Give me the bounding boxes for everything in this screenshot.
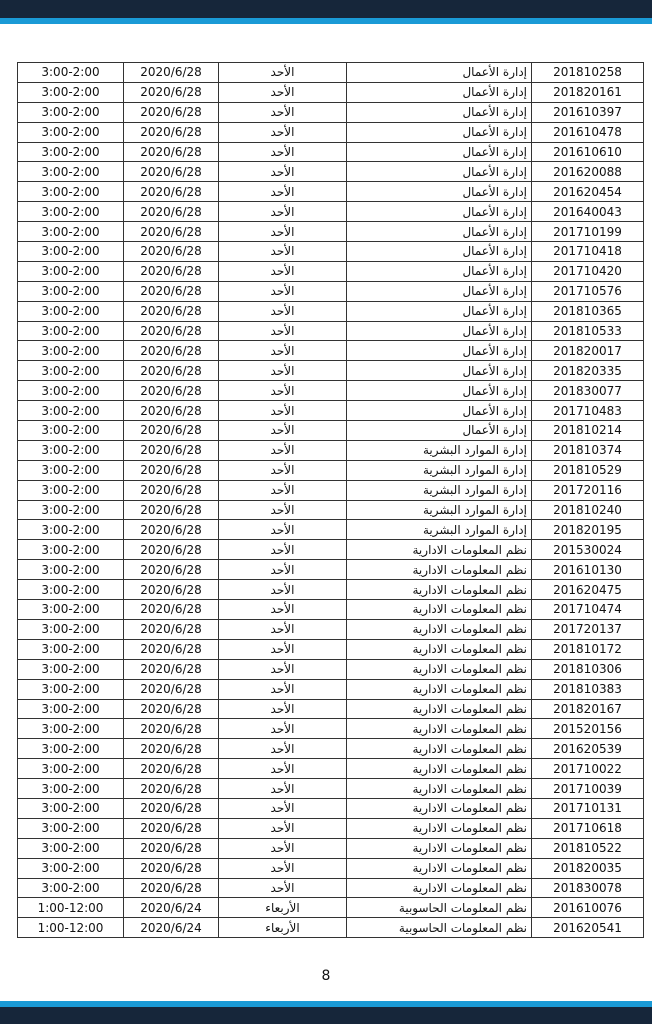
exam-day-cell: الأحد [219, 580, 347, 600]
major-cell: إدارة الأعمال [347, 401, 532, 421]
exam-date-cell: 2020/6/28 [124, 222, 219, 242]
table-row [18, 102, 644, 122]
student-id-cell: 201530024 [532, 540, 644, 560]
exam-date-cell: 2020/6/28 [124, 401, 219, 421]
exam-day-cell: الأحد [219, 560, 347, 580]
table-row [18, 321, 644, 341]
exam-day-cell: الأحد [219, 222, 347, 242]
exam-day-cell: الأحد [219, 619, 347, 639]
exam-day-cell: الأحد [219, 242, 347, 262]
exam-date-cell: 2020/6/28 [124, 63, 219, 83]
student-id-cell: 201820035 [532, 858, 644, 878]
table-row [18, 122, 644, 142]
exam-time-cell: 3:00-2:00 [18, 500, 124, 520]
table-row [18, 301, 644, 321]
header-accent-bar [0, 18, 652, 24]
exam-day-cell: الأربعاء [219, 898, 347, 918]
major-cell: نظم المعلومات الحاسوبية [347, 898, 532, 918]
exam-time-cell: 3:00-2:00 [18, 679, 124, 699]
major-cell: إدارة الأعمال [347, 281, 532, 301]
table-row [18, 600, 644, 620]
major-cell: إدارة الأعمال [347, 182, 532, 202]
exam-time-cell: 3:00-2:00 [18, 818, 124, 838]
student-id-cell: 201810258 [532, 63, 644, 83]
student-id-cell: 201810383 [532, 679, 644, 699]
exam-time-cell: 3:00-2:00 [18, 281, 124, 301]
exam-time-cell: 3:00-2:00 [18, 560, 124, 580]
exam-date-cell: 2020/6/28 [124, 301, 219, 321]
schedule-table-body [18, 63, 644, 938]
table-row [18, 222, 644, 242]
table-row [18, 63, 644, 83]
major-cell: نظم المعلومات الادارية [347, 759, 532, 779]
student-id-cell: 201610130 [532, 560, 644, 580]
student-id-cell: 201810522 [532, 838, 644, 858]
student-id-cell: 201820335 [532, 361, 644, 381]
exam-date-cell: 2020/6/28 [124, 381, 219, 401]
student-id-cell: 201810240 [532, 500, 644, 520]
exam-schedule-table [17, 62, 644, 938]
exam-day-cell: الأحد [219, 202, 347, 222]
exam-day-cell: الأحد [219, 261, 347, 281]
exam-time-cell: 3:00-2:00 [18, 401, 124, 421]
table-row [18, 440, 644, 460]
exam-date-cell: 2020/6/28 [124, 858, 219, 878]
footer-dark-bar [0, 1007, 652, 1024]
exam-date-cell: 2020/6/28 [124, 281, 219, 301]
major-cell: إدارة الموارد البشرية [347, 480, 532, 500]
student-id-cell: 201710039 [532, 779, 644, 799]
exam-day-cell: الأحد [219, 82, 347, 102]
exam-day-cell: الأحد [219, 878, 347, 898]
major-cell: نظم المعلومات الادارية [347, 858, 532, 878]
exam-day-cell: الأحد [219, 540, 347, 560]
exam-time-cell: 3:00-2:00 [18, 858, 124, 878]
major-cell: نظم المعلومات الادارية [347, 679, 532, 699]
exam-time-cell: 3:00-2:00 [18, 719, 124, 739]
exam-date-cell: 2020/6/28 [124, 82, 219, 102]
exam-date-cell: 2020/6/28 [124, 719, 219, 739]
student-id-cell: 201610478 [532, 122, 644, 142]
table-row [18, 261, 644, 281]
exam-time-cell: 3:00-2:00 [18, 82, 124, 102]
major-cell: نظم المعلومات الادارية [347, 838, 532, 858]
exam-date-cell: 2020/6/28 [124, 798, 219, 818]
exam-time-cell: 1:00-12:00 [18, 898, 124, 918]
exam-date-cell: 2020/6/28 [124, 659, 219, 679]
student-id-cell: 201710576 [532, 281, 644, 301]
student-id-cell: 201810374 [532, 440, 644, 460]
exam-day-cell: الأحد [219, 659, 347, 679]
exam-time-cell: 3:00-2:00 [18, 798, 124, 818]
student-id-cell: 201710618 [532, 818, 644, 838]
exam-date-cell: 2020/6/28 [124, 162, 219, 182]
major-cell: إدارة الأعمال [347, 82, 532, 102]
exam-time-cell: 3:00-2:00 [18, 63, 124, 83]
exam-time-cell: 3:00-2:00 [18, 739, 124, 759]
exam-date-cell: 2020/6/28 [124, 261, 219, 281]
major-cell: إدارة الأعمال [347, 102, 532, 122]
exam-day-cell: الأحد [219, 739, 347, 759]
table-row [18, 182, 644, 202]
exam-day-cell: الأحد [219, 182, 347, 202]
exam-time-cell: 3:00-2:00 [18, 619, 124, 639]
exam-time-cell: 3:00-2:00 [18, 381, 124, 401]
exam-time-cell: 3:00-2:00 [18, 779, 124, 799]
student-id-cell: 201610397 [532, 102, 644, 122]
exam-day-cell: الأحد [219, 600, 347, 620]
exam-day-cell: الأحد [219, 63, 347, 83]
major-cell: إدارة الموارد البشرية [347, 460, 532, 480]
exam-time-cell: 3:00-2:00 [18, 460, 124, 480]
exam-time-cell: 3:00-2:00 [18, 162, 124, 182]
table-row [18, 639, 644, 659]
exam-date-cell: 2020/6/28 [124, 679, 219, 699]
exam-date-cell: 2020/6/28 [124, 878, 219, 898]
exam-date-cell: 2020/6/28 [124, 500, 219, 520]
exam-day-cell: الأحد [219, 122, 347, 142]
table-row [18, 142, 644, 162]
table-row [18, 500, 644, 520]
exam-time-cell: 3:00-2:00 [18, 699, 124, 719]
exam-time-cell: 3:00-2:00 [18, 261, 124, 281]
exam-day-cell: الأحد [219, 460, 347, 480]
major-cell: إدارة الأعمال [347, 242, 532, 262]
exam-time-cell: 3:00-2:00 [18, 540, 124, 560]
major-cell: إدارة الأعمال [347, 63, 532, 83]
exam-date-cell: 2020/6/28 [124, 520, 219, 540]
student-id-cell: 201810306 [532, 659, 644, 679]
table-row [18, 460, 644, 480]
exam-date-cell: 2020/6/28 [124, 580, 219, 600]
exam-date-cell: 2020/6/28 [124, 142, 219, 162]
exam-date-cell: 2020/6/28 [124, 341, 219, 361]
major-cell: إدارة الأعمال [347, 361, 532, 381]
table-row [18, 162, 644, 182]
exam-date-cell: 2020/6/28 [124, 460, 219, 480]
exam-time-cell: 3:00-2:00 [18, 341, 124, 361]
exam-day-cell: الأحد [219, 719, 347, 739]
major-cell: نظم المعلومات الادارية [347, 798, 532, 818]
major-cell: نظم المعلومات الادارية [347, 739, 532, 759]
student-id-cell: 201710483 [532, 401, 644, 421]
major-cell: إدارة الأعمال [347, 381, 532, 401]
table-row [18, 659, 644, 679]
table-row [18, 480, 644, 500]
table-row [18, 560, 644, 580]
table-row [18, 719, 644, 739]
major-cell: نظم المعلومات الادارية [347, 619, 532, 639]
major-cell: نظم المعلومات الادارية [347, 878, 532, 898]
exam-day-cell: الأحد [219, 421, 347, 441]
student-id-cell: 201620454 [532, 182, 644, 202]
exam-day-cell: الأحد [219, 699, 347, 719]
header-dark-bar [0, 0, 652, 18]
exam-date-cell: 2020/6/28 [124, 122, 219, 142]
table-row [18, 401, 644, 421]
exam-day-cell: الأحد [219, 759, 347, 779]
student-id-cell: 201710474 [532, 600, 644, 620]
major-cell: إدارة الأعمال [347, 341, 532, 361]
table-row [18, 739, 644, 759]
student-id-cell: 201810533 [532, 321, 644, 341]
exam-date-cell: 2020/6/28 [124, 759, 219, 779]
table-row [18, 520, 644, 540]
table-row [18, 82, 644, 102]
major-cell: نظم المعلومات الادارية [347, 659, 532, 679]
exam-time-cell: 3:00-2:00 [18, 580, 124, 600]
exam-date-cell: 2020/6/24 [124, 898, 219, 918]
table-row [18, 381, 644, 401]
exam-date-cell: 2020/6/28 [124, 739, 219, 759]
major-cell: إدارة الأعمال [347, 162, 532, 182]
exam-date-cell: 2020/6/28 [124, 600, 219, 620]
major-cell: إدارة الموارد البشرية [347, 440, 532, 460]
exam-date-cell: 2020/6/28 [124, 699, 219, 719]
student-id-cell: 201820167 [532, 699, 644, 719]
exam-day-cell: الأحد [219, 401, 347, 421]
exam-date-cell: 2020/6/28 [124, 818, 219, 838]
exam-day-cell: الأحد [219, 818, 347, 838]
table-row [18, 202, 644, 222]
exam-day-cell: الأربعاء [219, 918, 347, 938]
student-id-cell: 201620088 [532, 162, 644, 182]
table-row [18, 898, 644, 918]
exam-date-cell: 2020/6/28 [124, 421, 219, 441]
exam-date-cell: 2020/6/28 [124, 560, 219, 580]
exam-date-cell: 2020/6/24 [124, 918, 219, 938]
table-row [18, 798, 644, 818]
exam-time-cell: 3:00-2:00 [18, 838, 124, 858]
exam-day-cell: الأحد [219, 142, 347, 162]
exam-day-cell: الأحد [219, 162, 347, 182]
exam-day-cell: الأحد [219, 679, 347, 699]
exam-day-cell: الأحد [219, 779, 347, 799]
student-id-cell: 201710418 [532, 242, 644, 262]
major-cell: نظم المعلومات الادارية [347, 719, 532, 739]
student-id-cell: 201810172 [532, 639, 644, 659]
student-id-cell: 201820161 [532, 82, 644, 102]
exam-time-cell: 3:00-2:00 [18, 142, 124, 162]
exam-time-cell: 3:00-2:00 [18, 600, 124, 620]
student-id-cell: 201710199 [532, 222, 644, 242]
table-row [18, 281, 644, 301]
major-cell: نظم المعلومات الادارية [347, 779, 532, 799]
student-id-cell: 201620539 [532, 739, 644, 759]
student-id-cell: 201810365 [532, 301, 644, 321]
student-id-cell: 201710022 [532, 759, 644, 779]
exam-date-cell: 2020/6/28 [124, 440, 219, 460]
major-cell: إدارة الموارد البشرية [347, 520, 532, 540]
table-row [18, 242, 644, 262]
exam-date-cell: 2020/6/28 [124, 619, 219, 639]
table-row [18, 878, 644, 898]
table-row [18, 759, 644, 779]
exam-time-cell: 3:00-2:00 [18, 361, 124, 381]
student-id-cell: 201710131 [532, 798, 644, 818]
major-cell: نظم المعلومات الادارية [347, 639, 532, 659]
exam-date-cell: 2020/6/28 [124, 779, 219, 799]
major-cell: نظم المعلومات الادارية [347, 699, 532, 719]
exam-time-cell: 3:00-2:00 [18, 321, 124, 341]
exam-time-cell: 3:00-2:00 [18, 520, 124, 540]
exam-day-cell: الأحد [219, 480, 347, 500]
student-id-cell: 201810214 [532, 421, 644, 441]
exam-day-cell: الأحد [219, 341, 347, 361]
exam-time-cell: 3:00-2:00 [18, 878, 124, 898]
exam-day-cell: الأحد [219, 102, 347, 122]
exam-time-cell: 1:00-12:00 [18, 918, 124, 938]
exam-date-cell: 2020/6/28 [124, 838, 219, 858]
table-row [18, 619, 644, 639]
exam-day-cell: الأحد [219, 321, 347, 341]
table-row [18, 918, 644, 938]
student-id-cell: 201620475 [532, 580, 644, 600]
major-cell: نظم المعلومات الادارية [347, 600, 532, 620]
student-id-cell: 201830077 [532, 381, 644, 401]
major-cell: إدارة الأعمال [347, 222, 532, 242]
table-row [18, 341, 644, 361]
exam-time-cell: 3:00-2:00 [18, 639, 124, 659]
exam-date-cell: 2020/6/28 [124, 321, 219, 341]
page-number: 8 [321, 968, 331, 984]
exam-time-cell: 3:00-2:00 [18, 480, 124, 500]
exam-date-cell: 2020/6/28 [124, 182, 219, 202]
exam-time-cell: 3:00-2:00 [18, 759, 124, 779]
exam-time-cell: 3:00-2:00 [18, 301, 124, 321]
major-cell: إدارة الأعمال [347, 142, 532, 162]
major-cell: إدارة الأعمال [347, 421, 532, 441]
exam-day-cell: الأحد [219, 361, 347, 381]
student-id-cell: 201640043 [532, 202, 644, 222]
exam-time-cell: 3:00-2:00 [18, 421, 124, 441]
table-row [18, 779, 644, 799]
major-cell: إدارة الأعمال [347, 261, 532, 281]
exam-day-cell: الأحد [219, 639, 347, 659]
student-id-cell: 201720116 [532, 480, 644, 500]
student-id-cell: 201610076 [532, 898, 644, 918]
student-id-cell: 201620541 [532, 918, 644, 938]
student-id-cell: 201610610 [532, 142, 644, 162]
exam-day-cell: الأحد [219, 381, 347, 401]
exam-time-cell: 3:00-2:00 [18, 440, 124, 460]
exam-date-cell: 2020/6/28 [124, 480, 219, 500]
exam-time-cell: 3:00-2:00 [18, 659, 124, 679]
exam-time-cell: 3:00-2:00 [18, 222, 124, 242]
exam-day-cell: الأحد [219, 798, 347, 818]
table-row [18, 838, 644, 858]
major-cell: نظم المعلومات الادارية [347, 540, 532, 560]
major-cell: إدارة الأعمال [347, 122, 532, 142]
exam-day-cell: الأحد [219, 858, 347, 878]
exam-date-cell: 2020/6/28 [124, 102, 219, 122]
table-row [18, 699, 644, 719]
table-row [18, 421, 644, 441]
exam-time-cell: 3:00-2:00 [18, 242, 124, 262]
major-cell: إدارة الموارد البشرية [347, 500, 532, 520]
table-row [18, 580, 644, 600]
table-row [18, 858, 644, 878]
exam-time-cell: 3:00-2:00 [18, 182, 124, 202]
table-row [18, 540, 644, 560]
exam-time-cell: 3:00-2:00 [18, 202, 124, 222]
exam-date-cell: 2020/6/28 [124, 242, 219, 262]
major-cell: نظم المعلومات الادارية [347, 560, 532, 580]
exam-day-cell: الأحد [219, 500, 347, 520]
major-cell: إدارة الأعمال [347, 301, 532, 321]
student-id-cell: 201820195 [532, 520, 644, 540]
student-id-cell: 201720137 [532, 619, 644, 639]
major-cell: نظم المعلومات الادارية [347, 580, 532, 600]
major-cell: إدارة الأعمال [347, 321, 532, 341]
table-row [18, 818, 644, 838]
exam-time-cell: 3:00-2:00 [18, 122, 124, 142]
student-id-cell: 201830078 [532, 878, 644, 898]
student-id-cell: 201710420 [532, 261, 644, 281]
exam-date-cell: 2020/6/28 [124, 202, 219, 222]
student-id-cell: 201810529 [532, 460, 644, 480]
exam-day-cell: الأحد [219, 440, 347, 460]
major-cell: نظم المعلومات الادارية [347, 818, 532, 838]
exam-day-cell: الأحد [219, 301, 347, 321]
table-row [18, 361, 644, 381]
student-id-cell: 201820017 [532, 341, 644, 361]
exam-date-cell: 2020/6/28 [124, 639, 219, 659]
exam-day-cell: الأحد [219, 281, 347, 301]
major-cell: نظم المعلومات الحاسوبية [347, 918, 532, 938]
exam-time-cell: 3:00-2:00 [18, 102, 124, 122]
student-id-cell: 201520156 [532, 719, 644, 739]
exam-date-cell: 2020/6/28 [124, 361, 219, 381]
exam-day-cell: الأحد [219, 520, 347, 540]
major-cell: إدارة الأعمال [347, 202, 532, 222]
exam-day-cell: الأحد [219, 838, 347, 858]
exam-date-cell: 2020/6/28 [124, 540, 219, 560]
table-row [18, 679, 644, 699]
